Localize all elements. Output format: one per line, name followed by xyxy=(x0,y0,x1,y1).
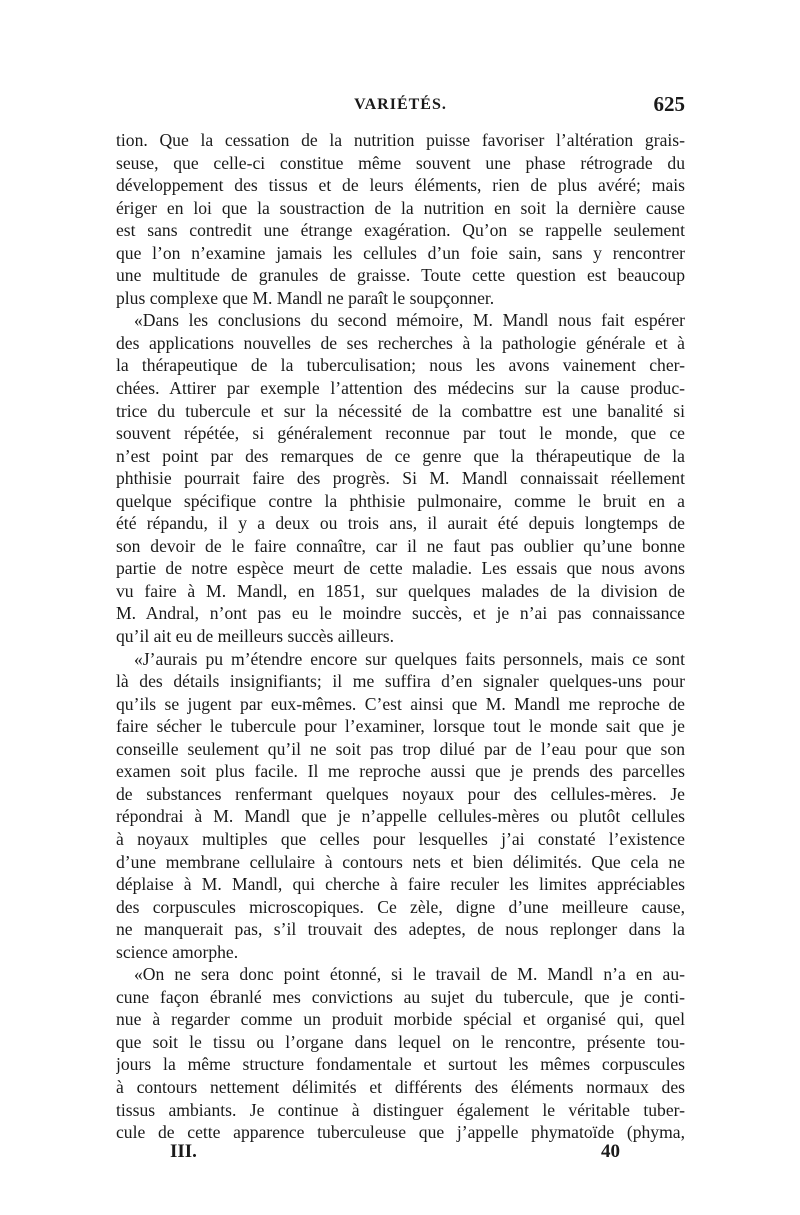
text-line: ne manquerait pas, s’il trouvait des adeptes, de nous replonger dans la xyxy=(116,919,685,940)
signature-mark: 40 xyxy=(601,1141,620,1162)
text-line: d’une membrane cellulaire à contours nets et bien délimités. Que cela ne xyxy=(116,851,685,872)
text-line: que l’on n’examine jamais les cellules d’un foie sain, sans y rencontrer xyxy=(116,242,685,263)
text-line: est sans contredit une étrange exagération. Qu’on se rappelle seulement xyxy=(116,220,685,241)
text-line: ériger en loi que la soustraction de la nutrition en soit la dernière cause xyxy=(116,197,685,218)
text-line: là des détails insignifiants; il me suffira d’en signaler quelques-uns pour xyxy=(116,671,685,692)
text-line: été répandu, il y a deux ou trois ans, il aurait été depuis longtemps de xyxy=(116,513,685,534)
text-line: seuse, que celle-ci constitue même souvent une phase rétrograde du xyxy=(116,152,685,173)
text-line: jours la même structure fondamentale et surtout les mêmes corpuscules xyxy=(116,1054,685,1075)
text-line: faire sécher le tubercule pour l’examiner, lorsque tout le monde sait que je xyxy=(116,716,685,737)
text-line: partie de notre espèce meurt de cette maladie. Les essais que nous avons xyxy=(116,558,685,579)
text-line: nue à regarder comme un produit morbide spécial et organisé qui, quel xyxy=(116,1009,685,1030)
text-line: «J’aurais pu m’étendre encore sur quelques faits personnels, mais ce sont xyxy=(134,648,685,669)
body-text xyxy=(116,129,685,1144)
text-line: conseille seulement qu’il ne soit pas trop dilué par de l’eau pour que son xyxy=(116,738,685,759)
text-line: plus complexe que M. Mandl ne paraît le soupçonner. xyxy=(116,287,495,308)
section-title: VARIÉTÉS. xyxy=(354,96,447,113)
page-number: 625 xyxy=(653,92,685,116)
text-line: une multitude de granules de graisse. Toute cette question est beaucoup xyxy=(116,265,685,286)
text-line: «On ne sera donc point étonné, si le travail de M. Mandl n’a en au- xyxy=(134,964,685,985)
text-line: son devoir de le faire connaître, car il ne faut pas oublier qu’une bonne xyxy=(116,535,685,556)
text-line: tissus ambiants. Je continue à distinguer également le véritable tuber- xyxy=(116,1099,685,1120)
text-line: cule de cette apparence tuberculeuse que j’appelle phymatoïde (phyma, xyxy=(116,1122,685,1143)
text-line: cune façon ébranlé mes convictions au sujet du tubercule, que je conti- xyxy=(116,986,685,1007)
text-line: «Dans les conclusions du second mémoire, M. Mandl nous fait espérer xyxy=(134,310,685,331)
text-line: de substances renfermant quelques noyaux pour des cellules-mères. Je xyxy=(116,783,685,804)
page-footer xyxy=(150,1141,620,1171)
text-line: des applications nouvelles de ses recherches à la pathologie générale et à xyxy=(116,332,685,353)
text-line: phthisie pourrait faire des progrès. Si M. Mandl connaissait réellement xyxy=(116,468,685,489)
text-line: n’est point par des remarques de ce genre que la thérapeutique de la xyxy=(116,445,685,466)
text-line: déplaise à M. Mandl, qui cherche à faire reculer les limites appréciables xyxy=(116,874,685,895)
text-line: qu’il ait eu de meilleurs succès ailleurs. xyxy=(116,626,394,647)
text-line: la thérapeutique de la tuberculisation; nous les avons vainement cher- xyxy=(116,355,685,376)
text-line: souvent répétée, si généralement reconnue par tout le monde, que ce xyxy=(116,423,685,444)
text-line: tion. Que la cessation de la nutrition puisse favoriser l’altération grais- xyxy=(116,130,685,150)
text-line: répondrai à M. Mandl que je n’appelle cellules-mères ou plutôt cellules xyxy=(116,806,685,827)
text-line: que soit le tissu ou l’organe dans lequel on le rencontre, présente tou- xyxy=(116,1031,685,1052)
text-line: qu’ils se jugent par eux-mêmes. C’est ainsi que M. Mandl me reproche de xyxy=(116,693,685,714)
text-line: développement des tissus et de leurs éléments, rien de plus avéré; mais xyxy=(116,175,685,196)
text-line: vu faire à M. Mandl, en 1851, sur quelques malades de la division de xyxy=(116,580,685,601)
text-line: examen soit plus facile. Il me reproche aussi que je prends des parcelles xyxy=(116,761,685,782)
text-line: des corpuscules microscopiques. Ce zèle, digne d’une meilleure cause, xyxy=(116,896,685,917)
running-header xyxy=(116,92,685,122)
text-line: à noyaux multiples que celles pour lesquelles j’ai constaté l’existence xyxy=(116,828,685,849)
text-line: à contours nettement délimités et différents des éléments normaux des xyxy=(116,1076,685,1097)
text-line: trice du tubercule et sur la nécessité de la combattre est une banalité si xyxy=(116,400,685,421)
text-line: chées. Attirer par exemple l’attention des médecins sur la cause produc- xyxy=(116,378,685,399)
text-line: M. Andral, n’ont pas eu le moindre succès, et je n’ai pas connaissance xyxy=(116,603,685,624)
volume-number: III. xyxy=(170,1141,197,1162)
text-line: quelque spécifique contre la phthisie pulmonaire, comme le bruit en a xyxy=(116,490,685,511)
text-line: science amorphe. xyxy=(116,941,239,962)
